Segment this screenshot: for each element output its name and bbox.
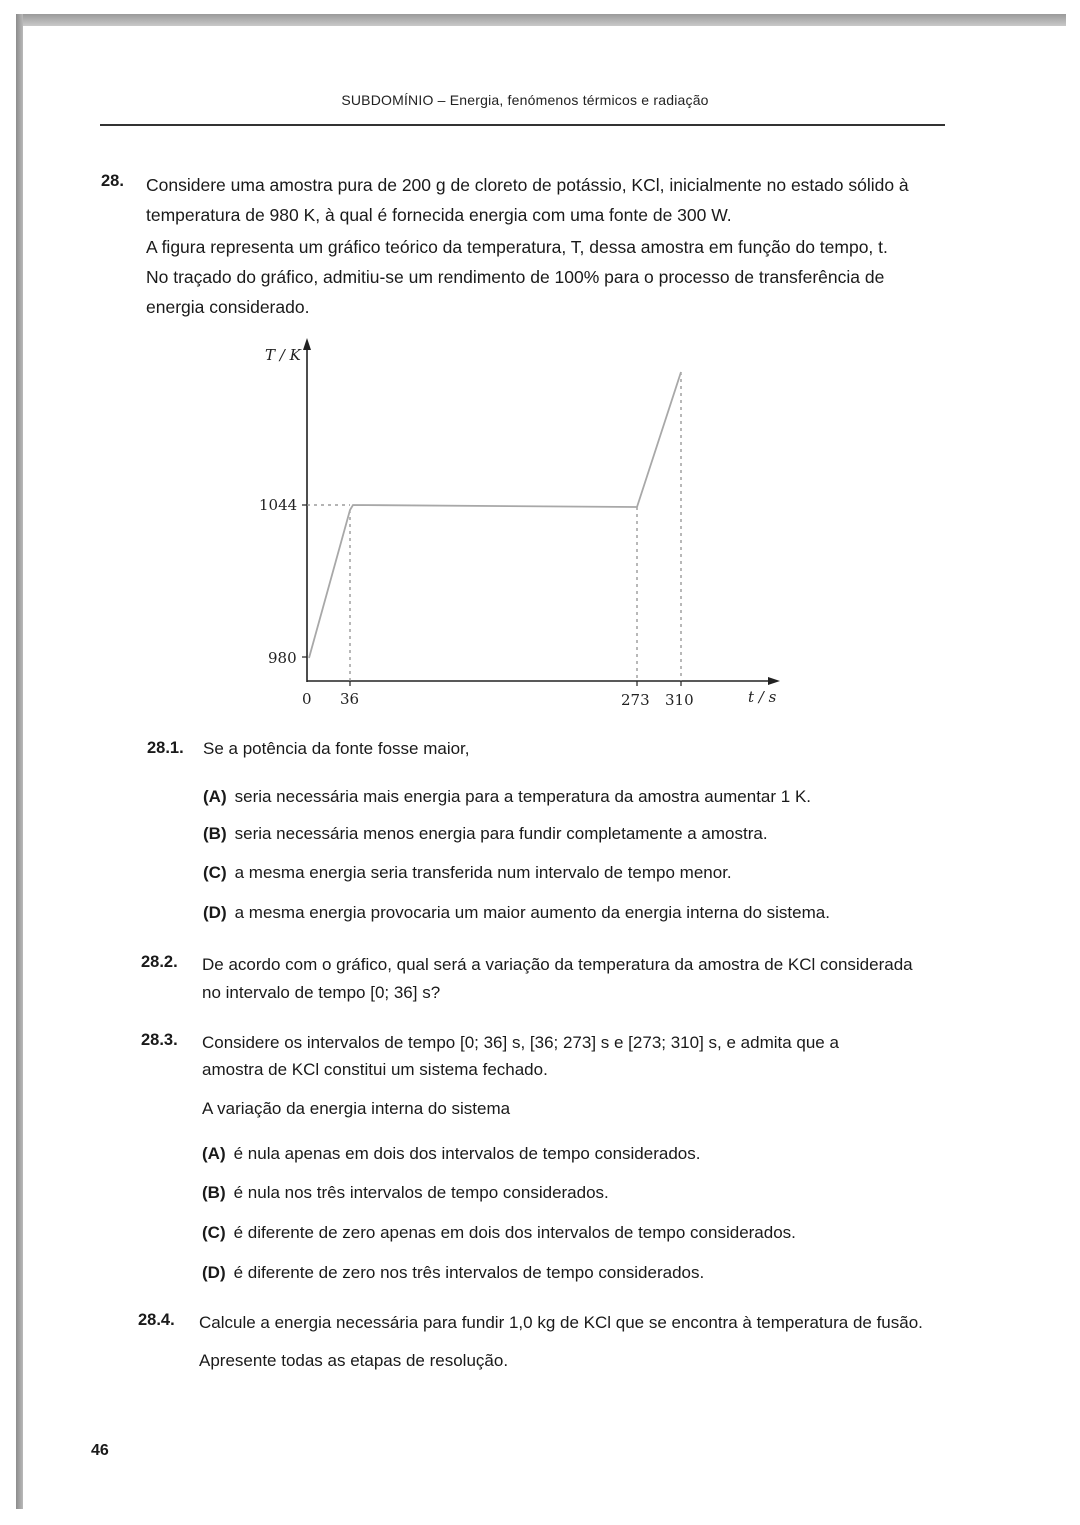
option-28-1-b[interactable]: (B) seria necessária menos energia para fundir completamente a amostra. <box>203 824 768 843</box>
subquestion-number-28-1: 28.1. <box>147 739 184 757</box>
y-axis-label: T / K <box>265 346 301 364</box>
option-28-3-a[interactable]: (A) é nula apenas em dois dos intervalos de tempo considerados. <box>202 1144 701 1163</box>
question-intro-line-1: Considere uma amostra pura de 200 g de cloreto de potássio, KCl, inicialmente no estado sólido à <box>146 175 909 195</box>
x-tick-36: 36 <box>340 690 360 708</box>
option-28-3-d[interactable]: (D) é diferente de zero nos três intervalos de tempo considerados. <box>202 1263 705 1282</box>
x-tick-0: 0 <box>302 690 312 708</box>
header-rule <box>100 124 945 126</box>
subquestion-28-4-line-2: Apresente todas as etapas de resolução. <box>199 1351 509 1370</box>
subquestion-28-3-line-1: Considere os intervalos de tempo [0; 36] s, [36; 273] s e [273; 310] s, e admita que a <box>202 1033 839 1052</box>
y-tick-1044: 1044 <box>259 496 298 514</box>
option-28-1-a[interactable]: (A) seria necessária mais energia para a temperatura da amostra aumentar 1 K. <box>203 787 812 806</box>
question-para2-line-3: energia considerado. <box>146 297 310 317</box>
x-axis-arrow-icon <box>768 677 780 685</box>
y-tick-980: 980 <box>268 649 297 667</box>
running-head: SUBDOMÍNIO – Energia, fenómenos térmicos e radiação <box>341 92 709 108</box>
option-28-3-b[interactable]: (B) é nula nos três intervalos de tempo considerados. <box>202 1183 609 1202</box>
subquestion-28-2-line-1: De acordo com o gráfico, qual será a variação da temperatura da amostra de KCl considerada <box>202 955 913 974</box>
subquestion-28-3-stem: A variação da energia interna do sistema <box>202 1099 511 1118</box>
page-number: 46 <box>91 1442 109 1459</box>
question-para2-line-2: No traçado do gráfico, admitiu-se um rendimento de 100% para o processo de transferência de <box>146 267 885 287</box>
subquestion-stem-28-1: Se a potência da fonte fosse maior, <box>203 739 470 758</box>
temperature-time-chart <box>240 330 800 720</box>
guide-lines <box>307 372 681 681</box>
scan-border-left <box>16 14 23 1509</box>
subquestion-number-28-3: 28.3. <box>141 1031 178 1049</box>
x-axis-label: t / s <box>748 688 777 706</box>
scan-border-top <box>16 14 1066 26</box>
option-28-3-c[interactable]: (C) é diferente de zero apenas em dois dos intervalos de tempo considerados. <box>202 1223 796 1242</box>
option-28-1-c[interactable]: (C) a mesma energia seria transferida num intervalo de tempo menor. <box>203 863 732 882</box>
option-28-1-d[interactable]: (D) a mesma energia provocaria um maior aumento da energia interna do sistema. <box>203 903 830 922</box>
subquestion-28-2-line-2: no intervalo de tempo [0; 36] s? <box>202 983 441 1002</box>
question-para2-line-1: A figura representa um gráfico teórico da temperatura, T, dessa amostra em função do tempo, t. <box>146 237 888 257</box>
subquestion-28-4-line-1: Calcule a energia necessária para fundir 1,0 kg de KCl que se encontra à temperatura de fusão. <box>199 1313 923 1332</box>
question-intro-line-2: temperatura de 980 K, à qual é fornecida energia com uma fonte de 300 W. <box>146 205 732 225</box>
y-axis-arrow-icon <box>303 338 311 350</box>
x-tick-273: 273 <box>621 691 650 709</box>
question-number: 28. <box>101 172 124 190</box>
subquestion-28-3-line-2: amostra de KCl constitui um sistema fechado. <box>202 1060 548 1079</box>
temperature-curve <box>309 372 681 658</box>
x-tick-310: 310 <box>665 691 694 709</box>
subquestion-number-28-4: 28.4. <box>138 1311 175 1329</box>
subquestion-number-28-2: 28.2. <box>141 953 178 971</box>
